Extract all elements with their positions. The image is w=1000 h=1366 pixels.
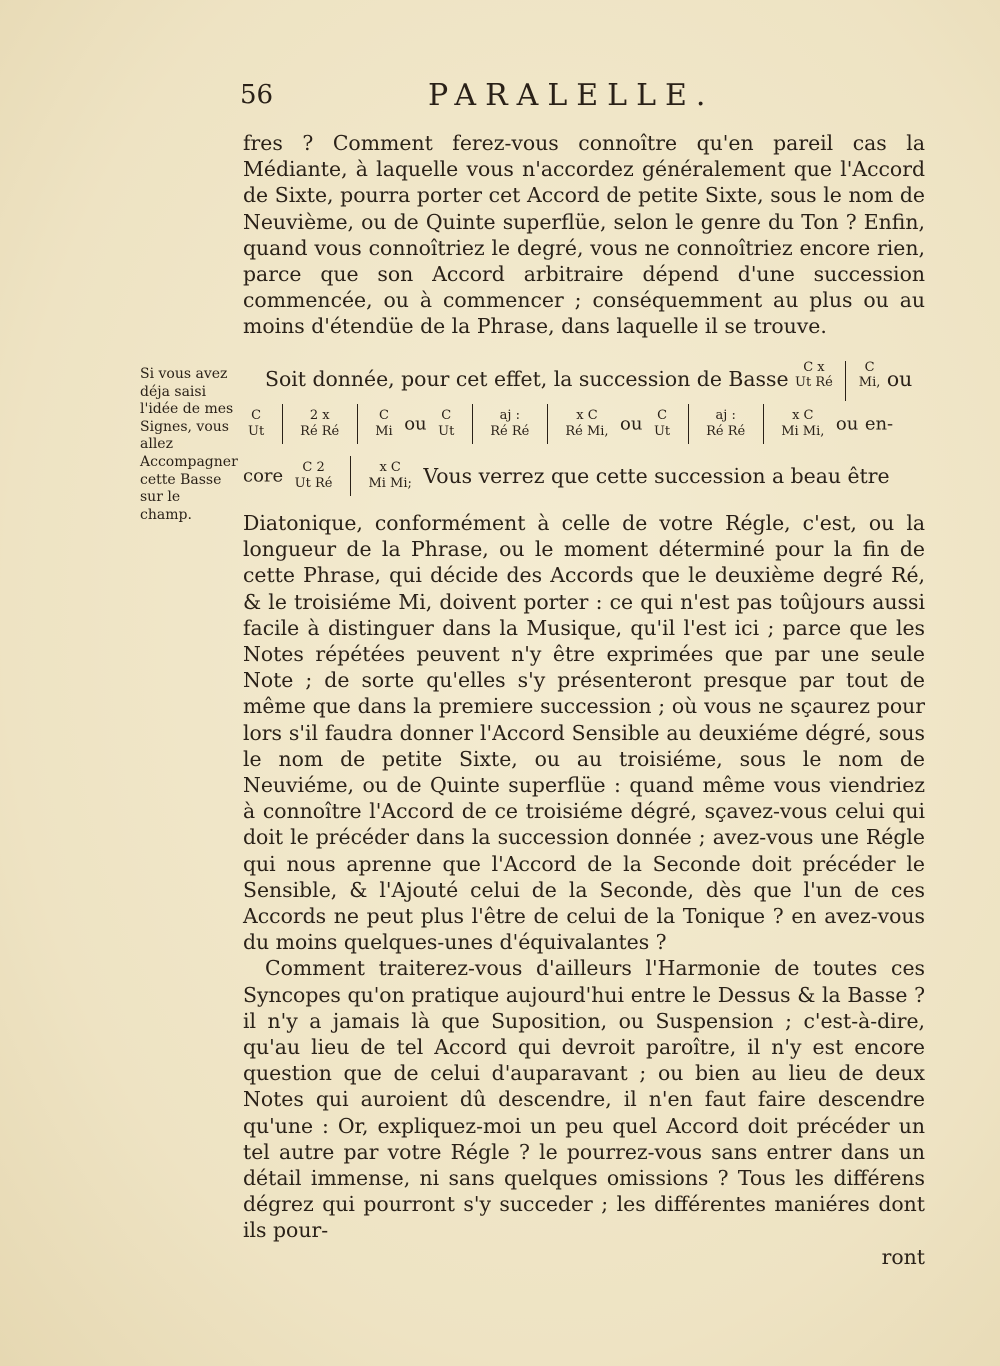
margin-note: Si vous avez déja saisi l'idée de mes Signes, vous allez Accompagner cette Basse sur le champ. (140, 366, 238, 523)
bass-example (243, 346, 925, 516)
bar-line (845, 361, 846, 401)
bar-line (763, 404, 764, 444)
bass-group-12: C 2 Ut Ré (294, 460, 333, 491)
bass-group-10: aj : Ré Ré (706, 408, 746, 439)
page-number: 56 (240, 80, 274, 110)
core-word: core (243, 465, 284, 487)
paragraph-2: Diatonique, conformément à celle de votre Régle, c'est, ou la longueur de la Phrase, ou le moment déterminé pour la fin de cette Phrase, qui décide des Accords que le deuxième degré Ré, & le troisiéme Mi, doivent porter : ce qui n'est pas toûjours aussi facile à distinguer dans la Musique, qu'il l'est ici ; parce que les Notes répétées peuvent n'y être exprimées que par une seule Note ; de sorte qu'elles s'y présenteront presque par tout de même que dans la premiere succession ; où vous ne sçaurez pour lors s'il faudra donner l'Accord Sensible au deuxiéme dégré, sous le nom de petite Sixte, ou au troisiéme, sous le nom de Neuviéme, ou de Quinte superflüe : quand même vous viendriez à connoître l'Accord de ce troisiéme dégré, sçavez-vous celui qui doit le précéder dans la succession donnée ; avez-vous une Régle qui nous aprenne que l'Accord de la Seconde doit précéder le Sensible, & l'Ajouté celui de la Seconde, dès que l'un de ces Accords ne peut plus l'être de celui de la Tonique ? en avez-vous du moins quelques-unes d'équivalantes ? (243, 511, 925, 955)
ou-word: ou (620, 413, 643, 435)
bass-group-1: C x Ut Ré (795, 360, 833, 390)
bass-group-4: 2 x Ré Ré (300, 408, 340, 439)
body-text-continued (243, 510, 925, 1270)
bass-group-9: C Ut (653, 408, 671, 439)
bass-group-5: C Mi (375, 408, 393, 439)
bar-line (357, 404, 358, 444)
bass-intro-line (265, 360, 912, 401)
bass-group-2: C Mi, (858, 360, 881, 390)
page-header (240, 78, 940, 118)
ou-word: ou (835, 413, 859, 435)
bar-line (282, 404, 283, 444)
paragraph-3: Comment traiterez-vous d'ailleurs l'Harmonie de toutes ces Syncopes qu'on pratique aujourd'hui entre le Dessus & la Basse ? il n'y a jamais là que Suposition, ou Suspension ; c'est-à-dire, qu'au lieu de tel Accord qui devroit paroître, il n'y est encore question que de celui d'auparavant ; ou bien au lieu de deux Notes qui auroient dû descendre, il n'en faut faire descendre qu'une : Or, expliquez-moi un peu quel Accord doit précéder un tel autre par votre Régle ? le pourrez-vous sans entrer dans un détail immense, ni sans quelques omissions ? Tous les différens dégrez qui pourront s'y succeder ; les différentes maniéres dont ils pour- (243, 956, 925, 1243)
paragraph-2-lead: Vous verrez que cette succession a beau être (423, 464, 890, 488)
bass-row-2 (243, 404, 925, 444)
bar-line (688, 404, 689, 444)
catchword: ront (881, 1244, 925, 1269)
en-word: en- (864, 413, 894, 435)
bass-group-6: C Ut (438, 408, 455, 439)
bar-line (350, 456, 351, 496)
bar-line (547, 404, 548, 444)
paragraph-1: fres ? Comment ferez-vous connoître qu'en pareil cas la Médiante, à laquelle vous n'accordez généralement que l'Accord de Sixte, pourra porter cet Accord de petite Sixte, sous le nom de Neuvième, ou de Quinte superflüe, selon le genre du Ton ? Enfin, quand vous connoîtriez le degré, vous ne connoîtriez encore rien, parce que son Accord arbitraire dépend d'une succession commencée, ou à commencer ; conséquemment au plus ou au moins d'étendüe de la Phrase, dans laquelle il se trouve. (243, 131, 925, 339)
bass-group-11: x C Mi Mi, (781, 408, 825, 439)
bass-row-3 (243, 456, 890, 496)
bar-line (472, 404, 473, 444)
running-title: PARALELLE. (428, 78, 715, 113)
bass-group-13: x C Mi Mi; (368, 460, 412, 491)
bass-group-3: C Ut (248, 408, 265, 439)
ou-word: ou (404, 413, 427, 435)
body-text (243, 130, 925, 340)
bass-group-7: aj : Ré Ré (490, 408, 530, 439)
ou-word: ou (886, 367, 913, 391)
bass-intro-text: Soit donnée, pour cet effet, la succession de Basse (265, 367, 789, 391)
bass-group-8: x C Ré Mi, (565, 408, 609, 439)
